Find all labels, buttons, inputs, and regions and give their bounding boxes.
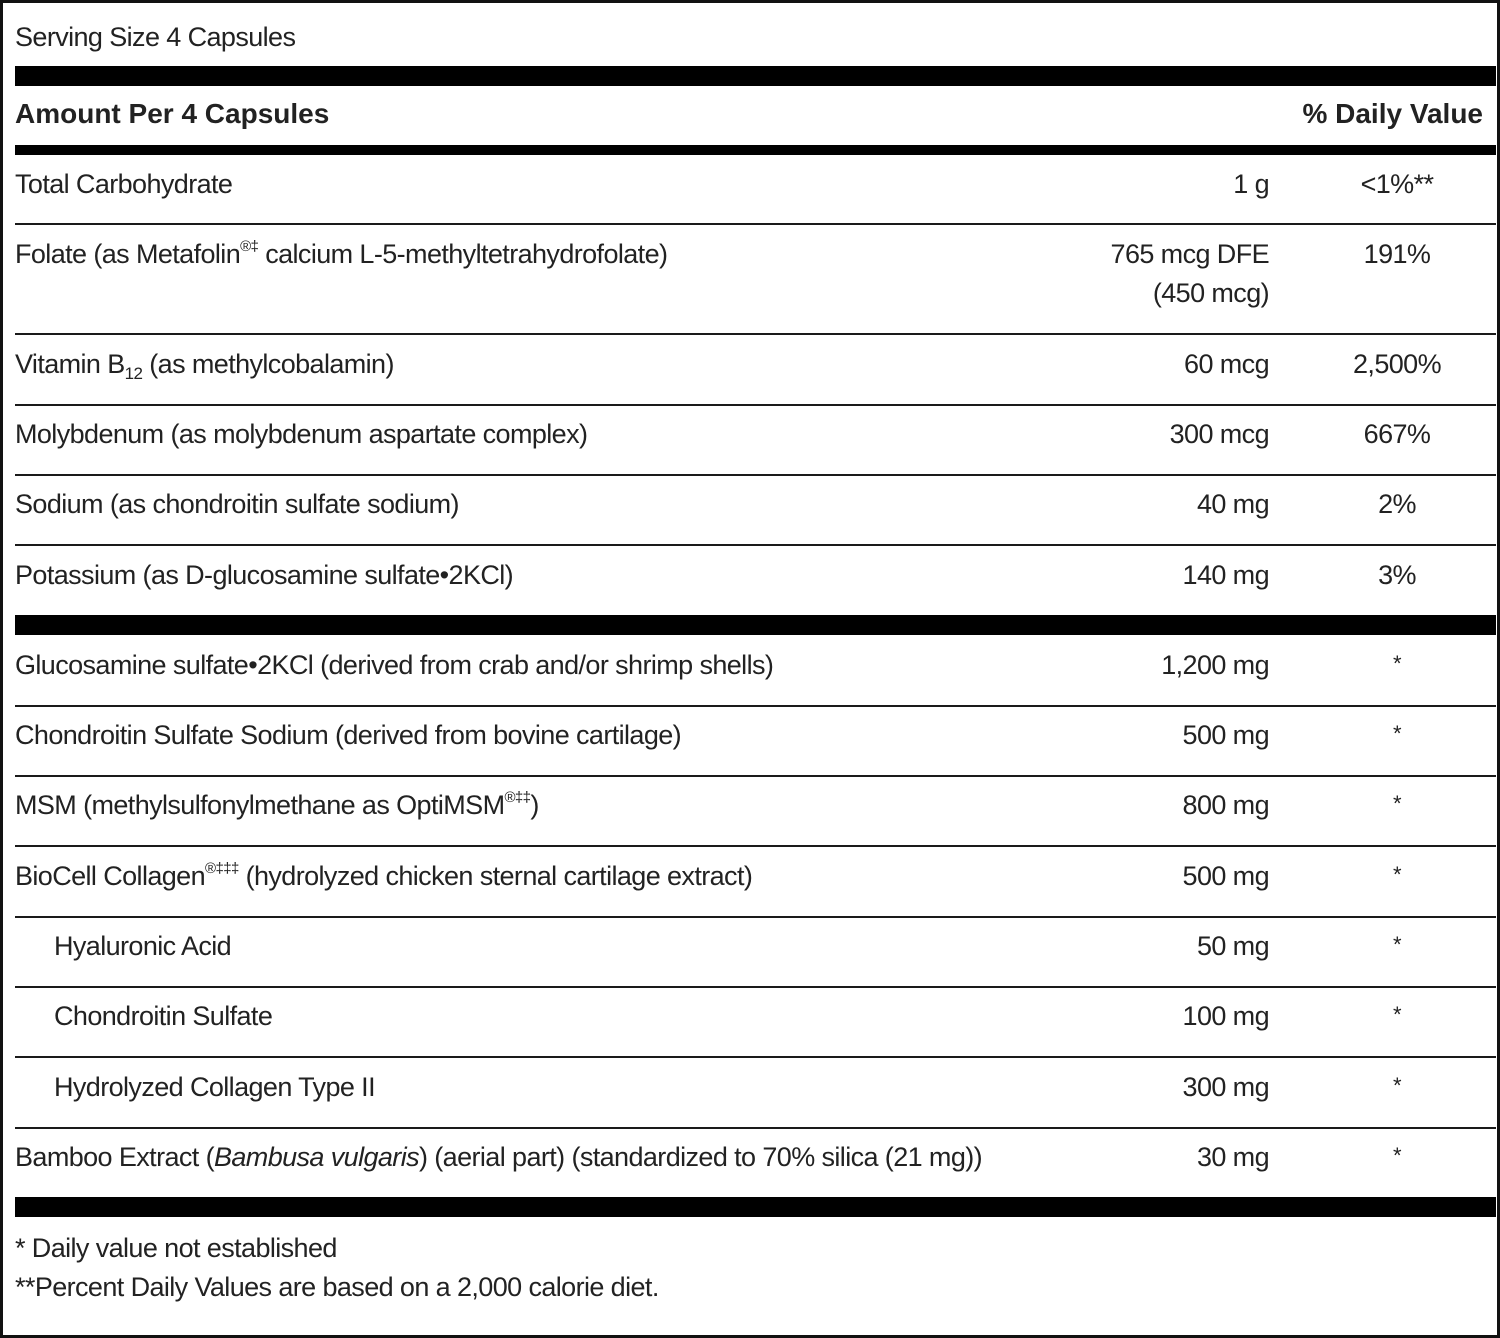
ingredient-name: BioCell Collagen®‡‡‡ (hydrolyzed chicken sternal cartilage extract) [15,860,753,891]
nutrient-amount-secondary: (450 mcg) [1152,278,1269,308]
nutrient-name: Folate (as Metafolin®‡ calcium L-5-methyltetrahydrofolate) [15,238,668,269]
ingredient-amount: 30 mg [1196,1142,1269,1172]
row-divider [15,1127,1496,1129]
ingredient-daily-value: * [1393,1143,1401,1168]
row-divider [15,474,1496,476]
ingredient-amount: 500 mg [1182,720,1269,750]
footnote-percent-basis: **Percent Daily Values are based on a 2,000 calorie diet. [15,1272,659,1302]
nutrient-name: Total Carbohydrate [15,169,233,199]
thick-divider [15,66,1496,86]
footnote-daily-value: * Daily value not established [15,1233,337,1263]
row-divider [15,404,1496,406]
ingredient-name: Chondroitin Sulfate Sodium (derived from bovine cartilage) [15,720,682,750]
thick-divider [15,1197,1496,1217]
nutrient-amount: 300 mcg [1169,419,1269,449]
ingredient-daily-value: * [1393,791,1401,816]
nutrient-name: Potassium (as D-glucosamine sulfate•2KCl) [15,560,514,590]
registered-dagger-mark: ®‡‡‡ [205,860,239,877]
thick-divider [15,615,1496,635]
nutrient-amount: 40 mg [1196,489,1269,519]
ingredient-daily-value: * [1393,1073,1401,1098]
nutrient-amount: 140 mg [1182,560,1269,590]
ingredient-amount: 100 mg [1182,1001,1269,1031]
ingredient-daily-value: * [1393,651,1401,676]
nutrient-name: Vitamin $B_{12}$ (as methylcobalamin) [15,349,394,383]
ingredient-amount: 300 mg [1182,1072,1269,1102]
ingredient-amount: 500 mg [1182,861,1269,891]
row-divider [15,333,1496,335]
nutrient-amount: 1 g [1233,169,1269,199]
nutrient-daily-value: 2% [1378,489,1416,519]
medium-divider [15,145,1496,155]
serving-size: Serving Size 4 Capsules [15,22,296,52]
nutrient-daily-value: 191% [1363,239,1431,269]
sub-ingredient-name: Hydrolyzed Collagen Type II [54,1072,375,1102]
nutrient-amount: 765 mcg DFE [1110,239,1269,269]
ingredient-name: Bamboo Extract (Bambusa vulgaris) (aerial part) (standardized to 70% silica (21 mg)) [15,1142,983,1172]
ingredient-daily-value: * [1393,862,1401,887]
nutrient-amount: 60 mcg [1184,349,1269,379]
registered-dagger-mark: ®‡‡ [504,789,531,806]
nutrient-daily-value: 667% [1363,419,1431,449]
amount-per-header: Amount Per 4 Capsules [15,98,330,129]
ingredient-name: MSM (methylsulfonylmethane as OptiMSM®‡‡) [15,789,539,820]
ingredient-amount: 50 mg [1196,931,1269,961]
daily-value-header: % Daily Value [1302,98,1483,129]
registered-dagger-mark: ®‡ [240,238,259,255]
sub-ingredient-name: Chondroitin Sulfate [54,1001,273,1031]
row-divider [15,705,1496,707]
ingredient-daily-value: * [1393,721,1401,746]
sub-ingredient-name: Hyaluronic Acid [54,931,232,961]
row-divider [15,223,1496,225]
nutrient-daily-value: 3% [1378,560,1416,590]
row-divider [15,1056,1496,1058]
row-divider [15,845,1496,847]
ingredient-amount: 800 mg [1182,790,1269,820]
row-divider [15,986,1496,988]
nutrient-name: Molybdenum (as molybdenum aspartate complex) [15,419,588,449]
row-divider [15,916,1496,918]
row-divider [15,775,1496,777]
nutrient-daily-value: <1%** [1360,169,1434,199]
ingredient-daily-value: * [1393,932,1401,957]
latin-name: Bambusa vulgaris [213,1142,419,1172]
ingredient-name: Glucosamine sulfate•2KCl (derived from crab and/or shrimp shells) [15,650,774,680]
row-divider [15,544,1496,546]
nutrient-name: Sodium (as chondroitin sulfate sodium) [15,489,459,519]
nutrient-daily-value: 2,500% [1353,349,1441,379]
ingredient-daily-value: * [1393,1002,1401,1027]
ingredient-amount: 1,200 mg [1161,650,1269,680]
